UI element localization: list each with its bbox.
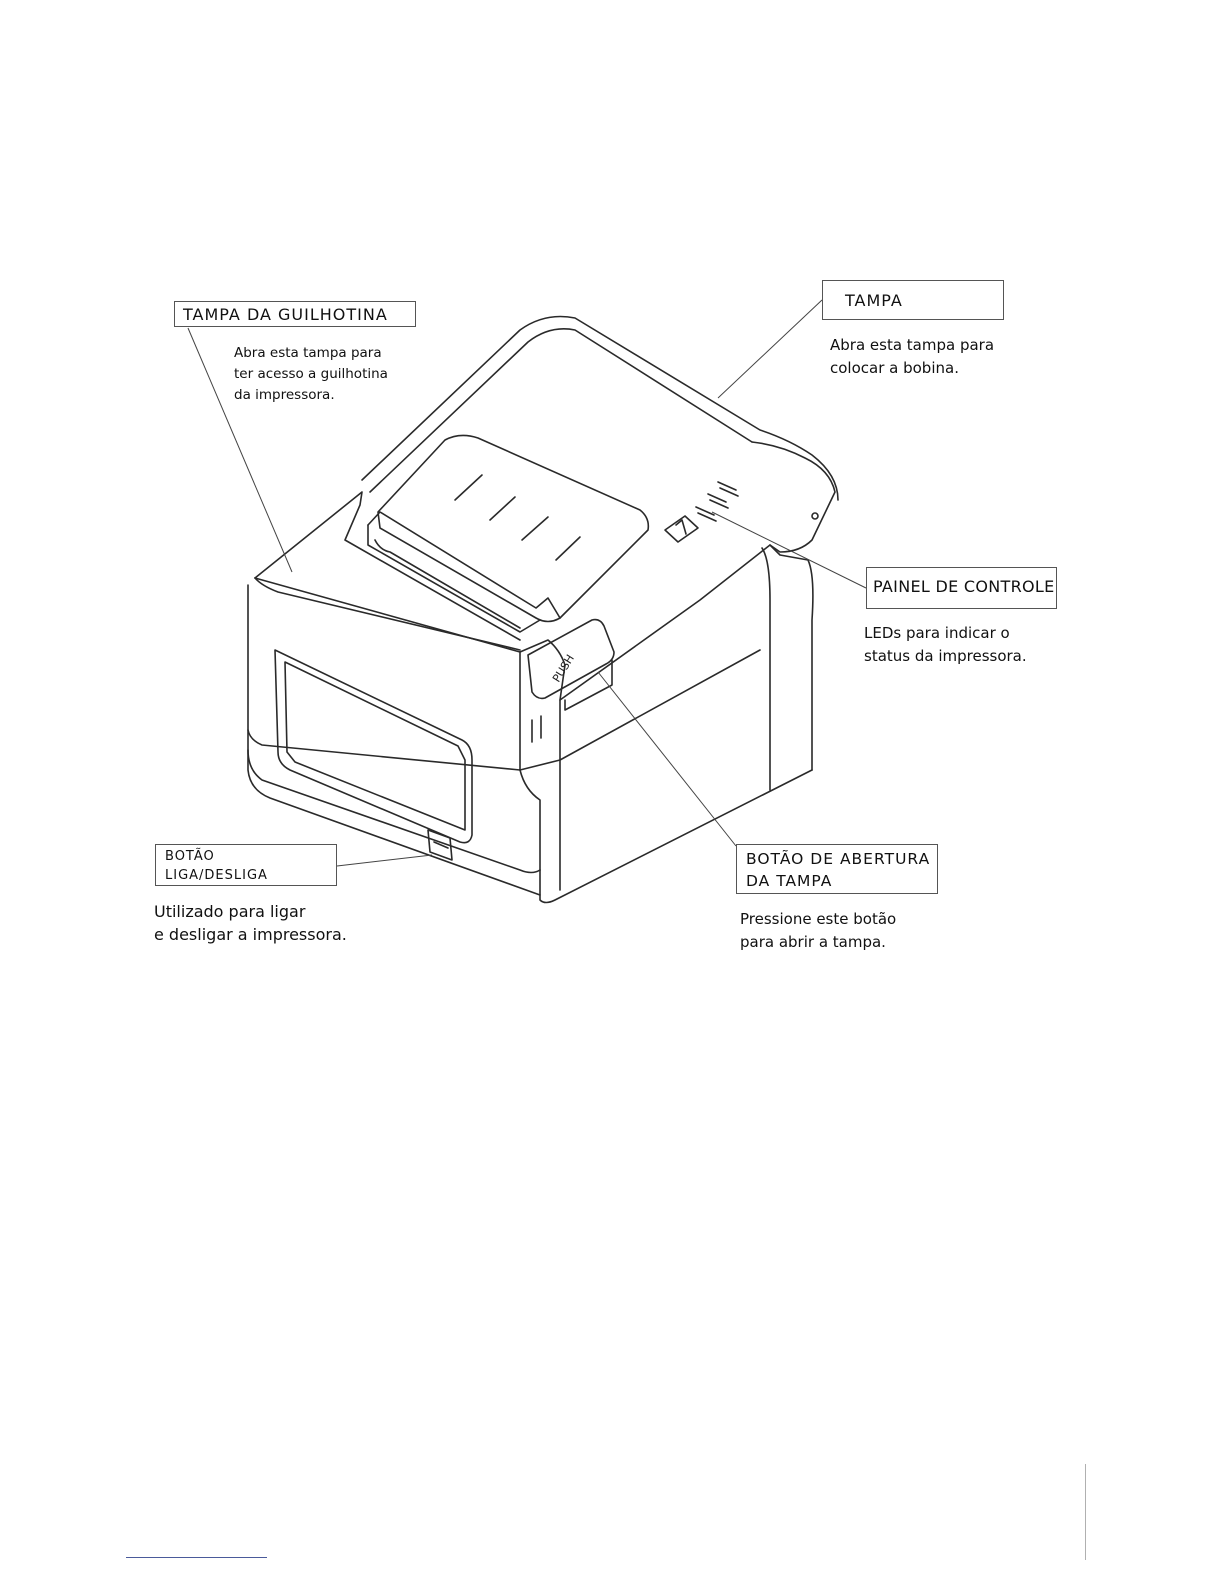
- footer-rule: [126, 1557, 267, 1558]
- cutter-cover-desc-line: ter acesso a guilhotina: [234, 366, 388, 382]
- leader-power: [337, 855, 432, 866]
- cutter-cover-label: [174, 301, 416, 327]
- front-window: [275, 650, 472, 843]
- leader-control-panel: [712, 512, 866, 588]
- control-panel-label: [866, 567, 1057, 609]
- power-button-desc-line: e desligar a impressora.: [154, 925, 347, 944]
- cover-desc: [830, 334, 994, 380]
- control-panel-desc-line: LEDs para indicar o: [864, 624, 1010, 642]
- cover-desc-line: colocar a bobina.: [830, 359, 959, 377]
- open-button-label: [736, 844, 938, 894]
- cutter-cover-desc-line: da impressora.: [234, 387, 335, 403]
- open-button-label-line: DA TAMPA: [746, 872, 833, 890]
- power-button-desc-line: Utilizado para ligar: [154, 902, 306, 921]
- cover-desc-line: Abra esta tampa para: [830, 336, 995, 354]
- cutter-cover-label-text: TAMPA DA GUILHOTINA: [183, 305, 388, 324]
- power-button-label-line: BOTÃO: [165, 849, 215, 864]
- push-button-text: PUSH: [550, 652, 577, 685]
- open-button-desc: [740, 908, 896, 954]
- cover-label: [822, 280, 1004, 320]
- side-rule: [1085, 1464, 1086, 1560]
- cover-label-text: TAMPA: [845, 291, 903, 310]
- control-panel-desc-line: status da impressora.: [864, 647, 1027, 665]
- top-right-surface: [752, 442, 835, 552]
- leader-cover: [718, 300, 822, 398]
- cutter-cover-desc-line: Abra esta tampa para: [234, 345, 382, 361]
- power-button-label: [155, 844, 337, 886]
- open-button-desc-line: Pressione este botão: [740, 910, 897, 928]
- control-panel-label-text: PAINEL DE CONTROLE: [873, 577, 1055, 596]
- top-cover-outline: [362, 317, 838, 501]
- power-button-desc: [154, 900, 347, 946]
- cutter-cover-desc: [234, 343, 388, 406]
- control-panel-desc: [864, 622, 1027, 668]
- power-button-label-line: LIGA/DESLIGA: [165, 868, 268, 883]
- leader-open-button: [598, 672, 736, 846]
- open-button-desc-line: para abrir a tampa.: [740, 933, 886, 951]
- front-panel: [248, 585, 540, 873]
- open-button-label-line: BOTÃO DE ABERTURA: [746, 850, 931, 868]
